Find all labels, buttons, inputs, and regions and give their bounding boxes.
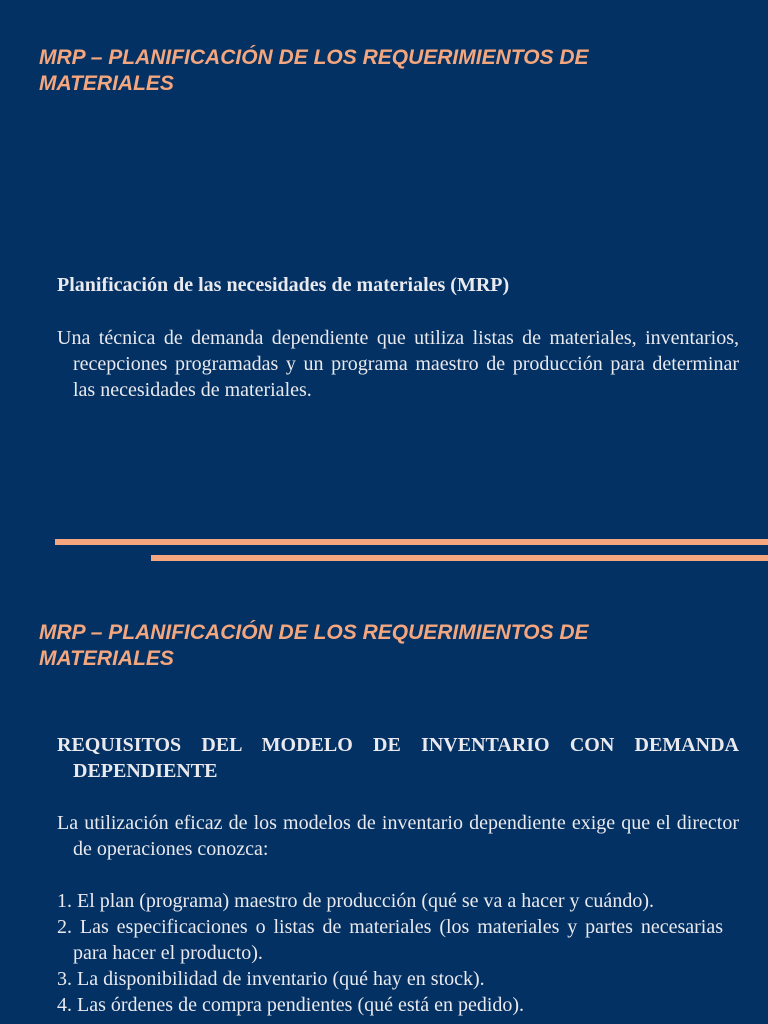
slide2-heading: REQUISITOS DEL MODELO DE INVENTARIO CON DEMANDA DEPENDIENTE [57, 734, 739, 782]
slide2-intro: La utilización eficaz de los modelos de inventario dependiente exige que el director de operaciones conozca: [57, 812, 739, 860]
slide1-title: MRP – PLANIFICACIÓN DE LOS REQUERIMIENTOS DE MATERIALES [39, 46, 589, 95]
list-item: 3. La disponibilidad de inventario (qué hay en stock). [57, 968, 485, 990]
slide-divider-line-bottom [151, 555, 768, 561]
requirements-list [57, 888, 723, 1018]
slide1-subtitle: Planificación de las necesidades de materiales (MRP) [57, 274, 510, 296]
slide-divider-line-top [55, 539, 768, 545]
list-item: 1. El plan (programa) maestro de producción (qué se va a hacer y cuándo). [57, 890, 654, 912]
list-item: 2. Las especificaciones o listas de materiales (los materiales y partes necesarias para hacer el producto). [57, 916, 723, 964]
list-item: 4. Las órdenes de compra pendientes (qué está en pedido). [57, 994, 525, 1016]
slide2-title: MRP – PLANIFICACIÓN DE LOS REQUERIMIENTOS DE MATERIALES [39, 621, 589, 670]
slide1-body: Una técnica de demanda dependiente que utiliza listas de materiales, inventarios, recepciones programadas y un programa maestro de producción para determinar las necesidades de materiales. [57, 327, 739, 401]
